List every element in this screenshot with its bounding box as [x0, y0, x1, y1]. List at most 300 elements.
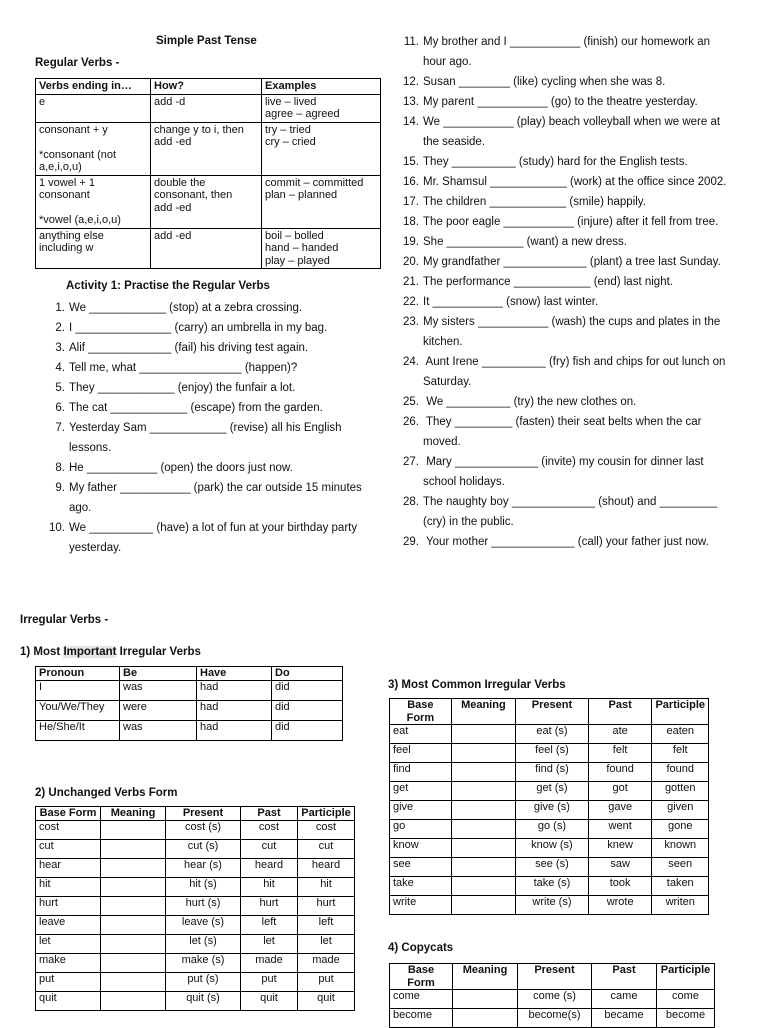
table-cell [453, 990, 518, 1009]
table-row [36, 877, 355, 896]
table-cell: got [588, 782, 652, 801]
table-cell: know (s) [516, 839, 589, 858]
table-cell: gone [652, 820, 709, 839]
exercise-item [402, 532, 747, 552]
exercise-item [402, 232, 747, 252]
column-header: Past [241, 807, 298, 821]
table-cell: feel [390, 744, 452, 763]
exercise-item [402, 312, 747, 352]
table-cell: eat [390, 725, 452, 744]
table-cell: did [272, 720, 343, 740]
table-cell: hurt [36, 896, 101, 915]
table-cell [101, 934, 166, 953]
exercise-number: 4. [55, 362, 65, 374]
table-row [390, 858, 709, 877]
table-cell: see (s) [516, 858, 589, 877]
exercise-text: My grandfather _____________ (plant) a tree last Sunday. [423, 256, 721, 268]
exercise-number: 19. [403, 236, 419, 248]
exercise-item [402, 152, 747, 172]
table-cell [101, 991, 166, 1010]
exercise-number: 5. [55, 382, 65, 394]
exercise-number: 7. [55, 422, 65, 434]
table-cell: had [197, 720, 272, 740]
table-header-row [36, 807, 355, 821]
table-cell: hit [36, 877, 101, 896]
table-cell: cut [298, 839, 355, 858]
column-header: Past [588, 699, 652, 725]
table-cell: put (s) [166, 972, 241, 991]
table-row [390, 763, 709, 782]
column-header: Past [592, 964, 657, 990]
table-cell: cost [36, 820, 101, 839]
exercise-number: 29. [403, 536, 419, 548]
table-row [36, 934, 355, 953]
table-cell: give [390, 801, 452, 820]
table-cell: give (s) [516, 801, 589, 820]
exercise-text-continued: lessons. [69, 442, 112, 454]
column-header: How? [151, 79, 262, 95]
irregular-verbs-heading: Irregular Verbs - [20, 614, 109, 626]
exercise-text-continued: yesterday. [69, 542, 122, 554]
table-cell: come [390, 990, 453, 1009]
table-cell [262, 94, 381, 122]
table-cell: let [36, 934, 101, 953]
exercise-text: Yesterday Sam ____________ (revise) all his English [69, 422, 342, 434]
table-row [36, 991, 355, 1010]
table-cell: leave [36, 915, 101, 934]
table-cell: put [36, 972, 101, 991]
table-cell: become(s) [518, 1009, 592, 1028]
column-header: Meaning [451, 699, 515, 725]
exercise-item [402, 292, 747, 312]
table-cell: writen [652, 896, 709, 915]
column-header: Present [518, 964, 592, 990]
section2-heading: 2) Unchanged Verbs Form [35, 787, 178, 799]
table-cell: write [390, 896, 452, 915]
table-cell: felt [588, 744, 652, 763]
exercise-text: Mary _____________ (invite) my cousin for dinner last [423, 456, 704, 468]
cell-line: add -d [154, 95, 186, 108]
exercise-item [48, 458, 378, 478]
column-header: Participle [298, 807, 355, 821]
exercise-text: My brother and I ___________ (finish) our homework an [423, 36, 711, 48]
table-cell: cut [241, 839, 298, 858]
exercise-text: I _______________ (carry) an umbrella in my bag. [69, 322, 328, 334]
cell-line: commit – committed [265, 176, 364, 189]
table-row [390, 820, 709, 839]
table-cell [451, 896, 515, 915]
table-cell: see [390, 858, 452, 877]
exercise-number: 23. [403, 316, 419, 328]
cell-line: *vowel (a,e,i,o,u) [39, 214, 121, 226]
table-cell: take (s) [516, 877, 589, 896]
table-cell: make [36, 953, 101, 972]
cell-line [39, 136, 147, 149]
column-header: Base Form [390, 964, 453, 990]
cell-line: live – lived [265, 95, 317, 108]
table-row [36, 820, 355, 839]
table-cell: ate [588, 725, 652, 744]
table-cell: heard [241, 858, 298, 877]
exercise-text: Your mother _____________ (call) your father just now. [423, 536, 709, 548]
column-header: Base Form [36, 807, 101, 821]
exercise-text: He ___________ (open) the doors just now. [69, 462, 293, 474]
exercise-number: 6. [55, 402, 65, 414]
exercise-number: 25. [403, 396, 419, 408]
exercise-text: Mr. Shamsul ____________ (work) at the office since 2002. [423, 176, 727, 188]
table-cell: did [272, 680, 343, 700]
table-cell: put [298, 972, 355, 991]
table-row [36, 839, 355, 858]
cell-line: change y to i, then [154, 123, 244, 136]
exercise-item [402, 392, 747, 412]
table-cell: know [390, 839, 452, 858]
table-header-row [390, 964, 715, 990]
table-cell: hit [298, 877, 355, 896]
exercise-text: We ____________ (stop) at a zebra crossing. [69, 302, 303, 314]
table-cell: seen [652, 858, 709, 877]
table-cell: write (s) [516, 896, 589, 915]
column-header: Meaning [101, 807, 166, 821]
exercise-number: 1. [55, 302, 65, 314]
table-cell [451, 820, 515, 839]
exercise-text: We __________ (have) a lot of fun at your birthday party [69, 522, 358, 534]
column-header: Do [272, 667, 343, 681]
page-title: Simple Past Tense [156, 35, 257, 47]
table-cell [262, 175, 381, 228]
exercise-text: We ___________ (play) beach volleyball when we were at [423, 116, 721, 128]
table-cell [101, 877, 166, 896]
table-cell [101, 820, 166, 839]
exercise-item [48, 418, 378, 458]
table-cell: let [241, 934, 298, 953]
exercise-number: 13. [403, 96, 419, 108]
table-row [36, 720, 343, 740]
table-cell [101, 839, 166, 858]
table-cell: leave (s) [166, 915, 241, 934]
table-cell: came [592, 990, 657, 1009]
table-cell: took [588, 877, 652, 896]
table-cell: hear [36, 858, 101, 877]
table-cell: left [241, 915, 298, 934]
cell-line: add -ed [154, 201, 192, 214]
exercise-text: Tell me, what ________________ (happen)? [69, 362, 298, 374]
table-row [36, 228, 381, 269]
table-cell: cost [298, 820, 355, 839]
exercise-number: 20. [403, 256, 419, 268]
exercise-item [402, 172, 747, 192]
table-row [36, 175, 381, 228]
table-row [36, 896, 355, 915]
cell-line: consonant, then [154, 189, 233, 201]
exercise-text: She ____________ (want) a new dress. [423, 236, 627, 248]
cell-line: including w [39, 242, 94, 254]
table-row [36, 953, 355, 972]
table-cell [151, 228, 262, 269]
table-cell [451, 858, 515, 877]
table-cell [36, 228, 151, 269]
section4-heading: 4) Copycats [388, 942, 454, 954]
cell-line: e [39, 95, 46, 108]
cell-line: hand – handed [265, 242, 339, 254]
exercise-item [48, 318, 378, 338]
exercise-number: 27. [403, 456, 419, 468]
section3-heading: 3) Most Common Irregular Verbs [388, 679, 566, 691]
table-cell [451, 839, 515, 858]
cell-line: *consonant (not [39, 148, 117, 161]
exercise-text: My father ___________ (park) the car outside 15 minutes [69, 482, 362, 494]
cell-line: cry – cried [265, 136, 316, 148]
cell-line: a,e,i,o,u) [39, 161, 82, 173]
exercise-item [48, 298, 378, 318]
table-cell: cost [241, 820, 298, 839]
column-header: Participle [652, 699, 709, 725]
table-row [390, 725, 709, 744]
table-cell: come [657, 990, 715, 1009]
exercise-text-continued: kitchen. [423, 336, 463, 348]
exercise-item [48, 338, 378, 358]
table-row [36, 680, 343, 700]
exercise-item [402, 92, 747, 112]
table-header-row [36, 667, 343, 681]
column-header: Verbs ending in… [36, 79, 151, 95]
table-cell: became [592, 1009, 657, 1028]
exercise-number: 14. [403, 116, 419, 128]
table-cell: hit [241, 877, 298, 896]
table-cell: hurt (s) [166, 896, 241, 915]
cell-line [39, 202, 147, 215]
table-cell: You/We/They [36, 700, 120, 720]
table-cell: find [390, 763, 452, 782]
column-header: Meaning [453, 964, 518, 990]
table-cell: made [298, 953, 355, 972]
cell-line: plan – planned [265, 189, 338, 201]
exercise-item [48, 398, 378, 418]
table-cell: hurt [241, 896, 298, 915]
exercise-number: 9. [55, 482, 65, 494]
exercise-number: 10. [49, 522, 65, 534]
irregular-table-3 [389, 698, 709, 915]
cell-line: consonant + y [39, 123, 108, 136]
table-cell [262, 122, 381, 175]
exercise-item [48, 358, 378, 378]
table-row [390, 1009, 715, 1028]
table-cell: left [298, 915, 355, 934]
table-cell: I [36, 680, 120, 700]
table-cell: eaten [652, 725, 709, 744]
exercise-text: The performance ____________ (end) last night. [423, 276, 673, 288]
table-cell [451, 877, 515, 896]
table-cell: go [390, 820, 452, 839]
exercise-number: 22. [403, 296, 419, 308]
table-cell: wrote [588, 896, 652, 915]
exercise-item [402, 192, 747, 212]
exercise-text: It ___________ (snow) last winter. [423, 296, 599, 308]
exercise-number: 11. [403, 36, 419, 48]
table-cell [451, 763, 515, 782]
table-row [36, 915, 355, 934]
table-cell: went [588, 820, 652, 839]
table-cell: cut [36, 839, 101, 858]
cell-line: try – tried [265, 123, 311, 136]
table-cell [451, 725, 515, 744]
table-cell [36, 122, 151, 175]
exercise-text: We __________ (try) the new clothes on. [423, 396, 637, 408]
table-cell [101, 972, 166, 991]
exercise-list-right [402, 32, 747, 552]
table-cell: feel (s) [516, 744, 589, 763]
table-cell: hurt [298, 896, 355, 915]
exercise-text: The poor eagle ___________ (injure) after it fell from tree. [423, 216, 719, 228]
cell-line: consonant [39, 189, 90, 201]
table-cell: was [120, 680, 197, 700]
table-row [36, 972, 355, 991]
column-header: Present [166, 807, 241, 821]
table-row [390, 990, 715, 1009]
exercise-number: 12. [403, 76, 419, 88]
column-header: Pronoun [36, 667, 120, 681]
cell-line: anything else [39, 229, 104, 242]
exercise-text: They __________ (study) hard for the English tests. [423, 156, 688, 168]
exercise-item [48, 378, 378, 398]
table-cell: was [120, 720, 197, 740]
exercise-item [48, 478, 378, 518]
table-cell [451, 782, 515, 801]
table-row [36, 122, 381, 175]
table-cell: given [652, 801, 709, 820]
table-cell [101, 896, 166, 915]
table-cell [151, 94, 262, 122]
exercise-text: The children ____________ (smile) happily. [423, 196, 646, 208]
table-cell: made [241, 953, 298, 972]
column-header: Participle [657, 964, 715, 990]
exercise-number: 17. [403, 196, 419, 208]
table-cell: found [588, 763, 652, 782]
table-cell [151, 122, 262, 175]
section1-heading: 1) Most Important Irregular Verbs [20, 646, 201, 658]
table-cell: take [390, 877, 452, 896]
table-cell: let (s) [166, 934, 241, 953]
table-cell: knew [588, 839, 652, 858]
regular-verbs-heading: Regular Verbs - [35, 57, 120, 69]
exercise-text: The naughty boy _____________ (shout) and _________ [423, 496, 718, 508]
exercise-text-continued: school holidays. [423, 476, 505, 488]
table-cell: quit [241, 991, 298, 1010]
cell-line: play – played [265, 254, 330, 267]
table-cell: cost (s) [166, 820, 241, 839]
column-header: Present [516, 699, 589, 725]
exercise-item [402, 212, 747, 232]
column-header: Examples [262, 79, 381, 95]
table-cell: He/She/It [36, 720, 120, 740]
table-cell: put [241, 972, 298, 991]
exercise-list-left [48, 298, 378, 558]
exercise-number: 28. [403, 496, 419, 508]
exercise-text: My parent ___________ (go) to the theatre yesterday. [423, 96, 698, 108]
exercise-number: 2. [55, 322, 65, 334]
table-cell [36, 94, 151, 122]
table-cell: eat (s) [516, 725, 589, 744]
table-row [390, 877, 709, 896]
table-cell: cut (s) [166, 839, 241, 858]
table-cell: quit (s) [166, 991, 241, 1010]
exercise-item [402, 32, 747, 72]
exercise-number: 24. [403, 356, 419, 368]
table-header-row [390, 699, 709, 725]
table-cell: make (s) [166, 953, 241, 972]
column-header: Be [120, 667, 197, 681]
table-row [390, 782, 709, 801]
table-cell: become [657, 1009, 715, 1028]
exercise-item [48, 518, 378, 558]
table-cell [451, 801, 515, 820]
table-cell: find (s) [516, 763, 589, 782]
exercise-text: They ____________ (enjoy) the funfair a lot. [69, 382, 296, 394]
table-row [390, 801, 709, 820]
table-cell: come (s) [518, 990, 592, 1009]
cell-line: add -ed [154, 136, 192, 148]
exercise-item [402, 452, 747, 492]
table-row [36, 858, 355, 877]
table-cell: let [298, 934, 355, 953]
table-cell [262, 228, 381, 269]
table-cell: found [652, 763, 709, 782]
table-row [36, 700, 343, 720]
regular-verbs-table [35, 78, 381, 269]
table-cell: get (s) [516, 782, 589, 801]
exercise-text-continued: Saturday. [423, 376, 472, 388]
exercise-text: Susan ________ (like) cycling when she was 8. [423, 76, 666, 88]
column-header: Base Form [390, 699, 452, 725]
activity-heading: Activity 1: Practise the Regular Verbs [66, 280, 270, 292]
exercise-item [402, 72, 747, 92]
table-row [390, 839, 709, 858]
exercise-number: 3. [55, 342, 65, 354]
table-cell: had [197, 700, 272, 720]
table-cell [151, 175, 262, 228]
table-cell: gave [588, 801, 652, 820]
column-header: Have [197, 667, 272, 681]
irregular-table-2 [35, 806, 355, 1011]
table-cell: were [120, 700, 197, 720]
exercise-item [402, 352, 747, 392]
exercise-text: My sisters ___________ (wash) the cups and plates in the [423, 316, 721, 328]
exercise-item [402, 412, 747, 452]
table-cell: quit [298, 991, 355, 1010]
exercise-number: 18. [403, 216, 419, 228]
exercise-number: 16. [403, 176, 419, 188]
exercise-number: 15. [403, 156, 419, 168]
exercise-text-continued: moved. [423, 436, 461, 448]
exercise-text-continued: the seaside. [423, 136, 486, 148]
cell-line: double the [154, 176, 206, 189]
table-cell [101, 953, 166, 972]
exercise-item [402, 272, 747, 292]
exercise-item [402, 252, 747, 272]
table-row [36, 94, 381, 122]
table-cell: get [390, 782, 452, 801]
exercise-text-continued: ago. [69, 502, 92, 514]
table-cell [453, 1009, 518, 1028]
exercise-item [402, 112, 747, 152]
cell-line: boil – bolled [265, 229, 324, 242]
exercise-number: 21. [403, 276, 419, 288]
cell-line: add -ed [154, 229, 192, 242]
cell-line: agree – agreed [265, 108, 340, 120]
table-cell [101, 858, 166, 877]
table-cell: go (s) [516, 820, 589, 839]
cell-line: 1 vowel + 1 [39, 176, 95, 189]
